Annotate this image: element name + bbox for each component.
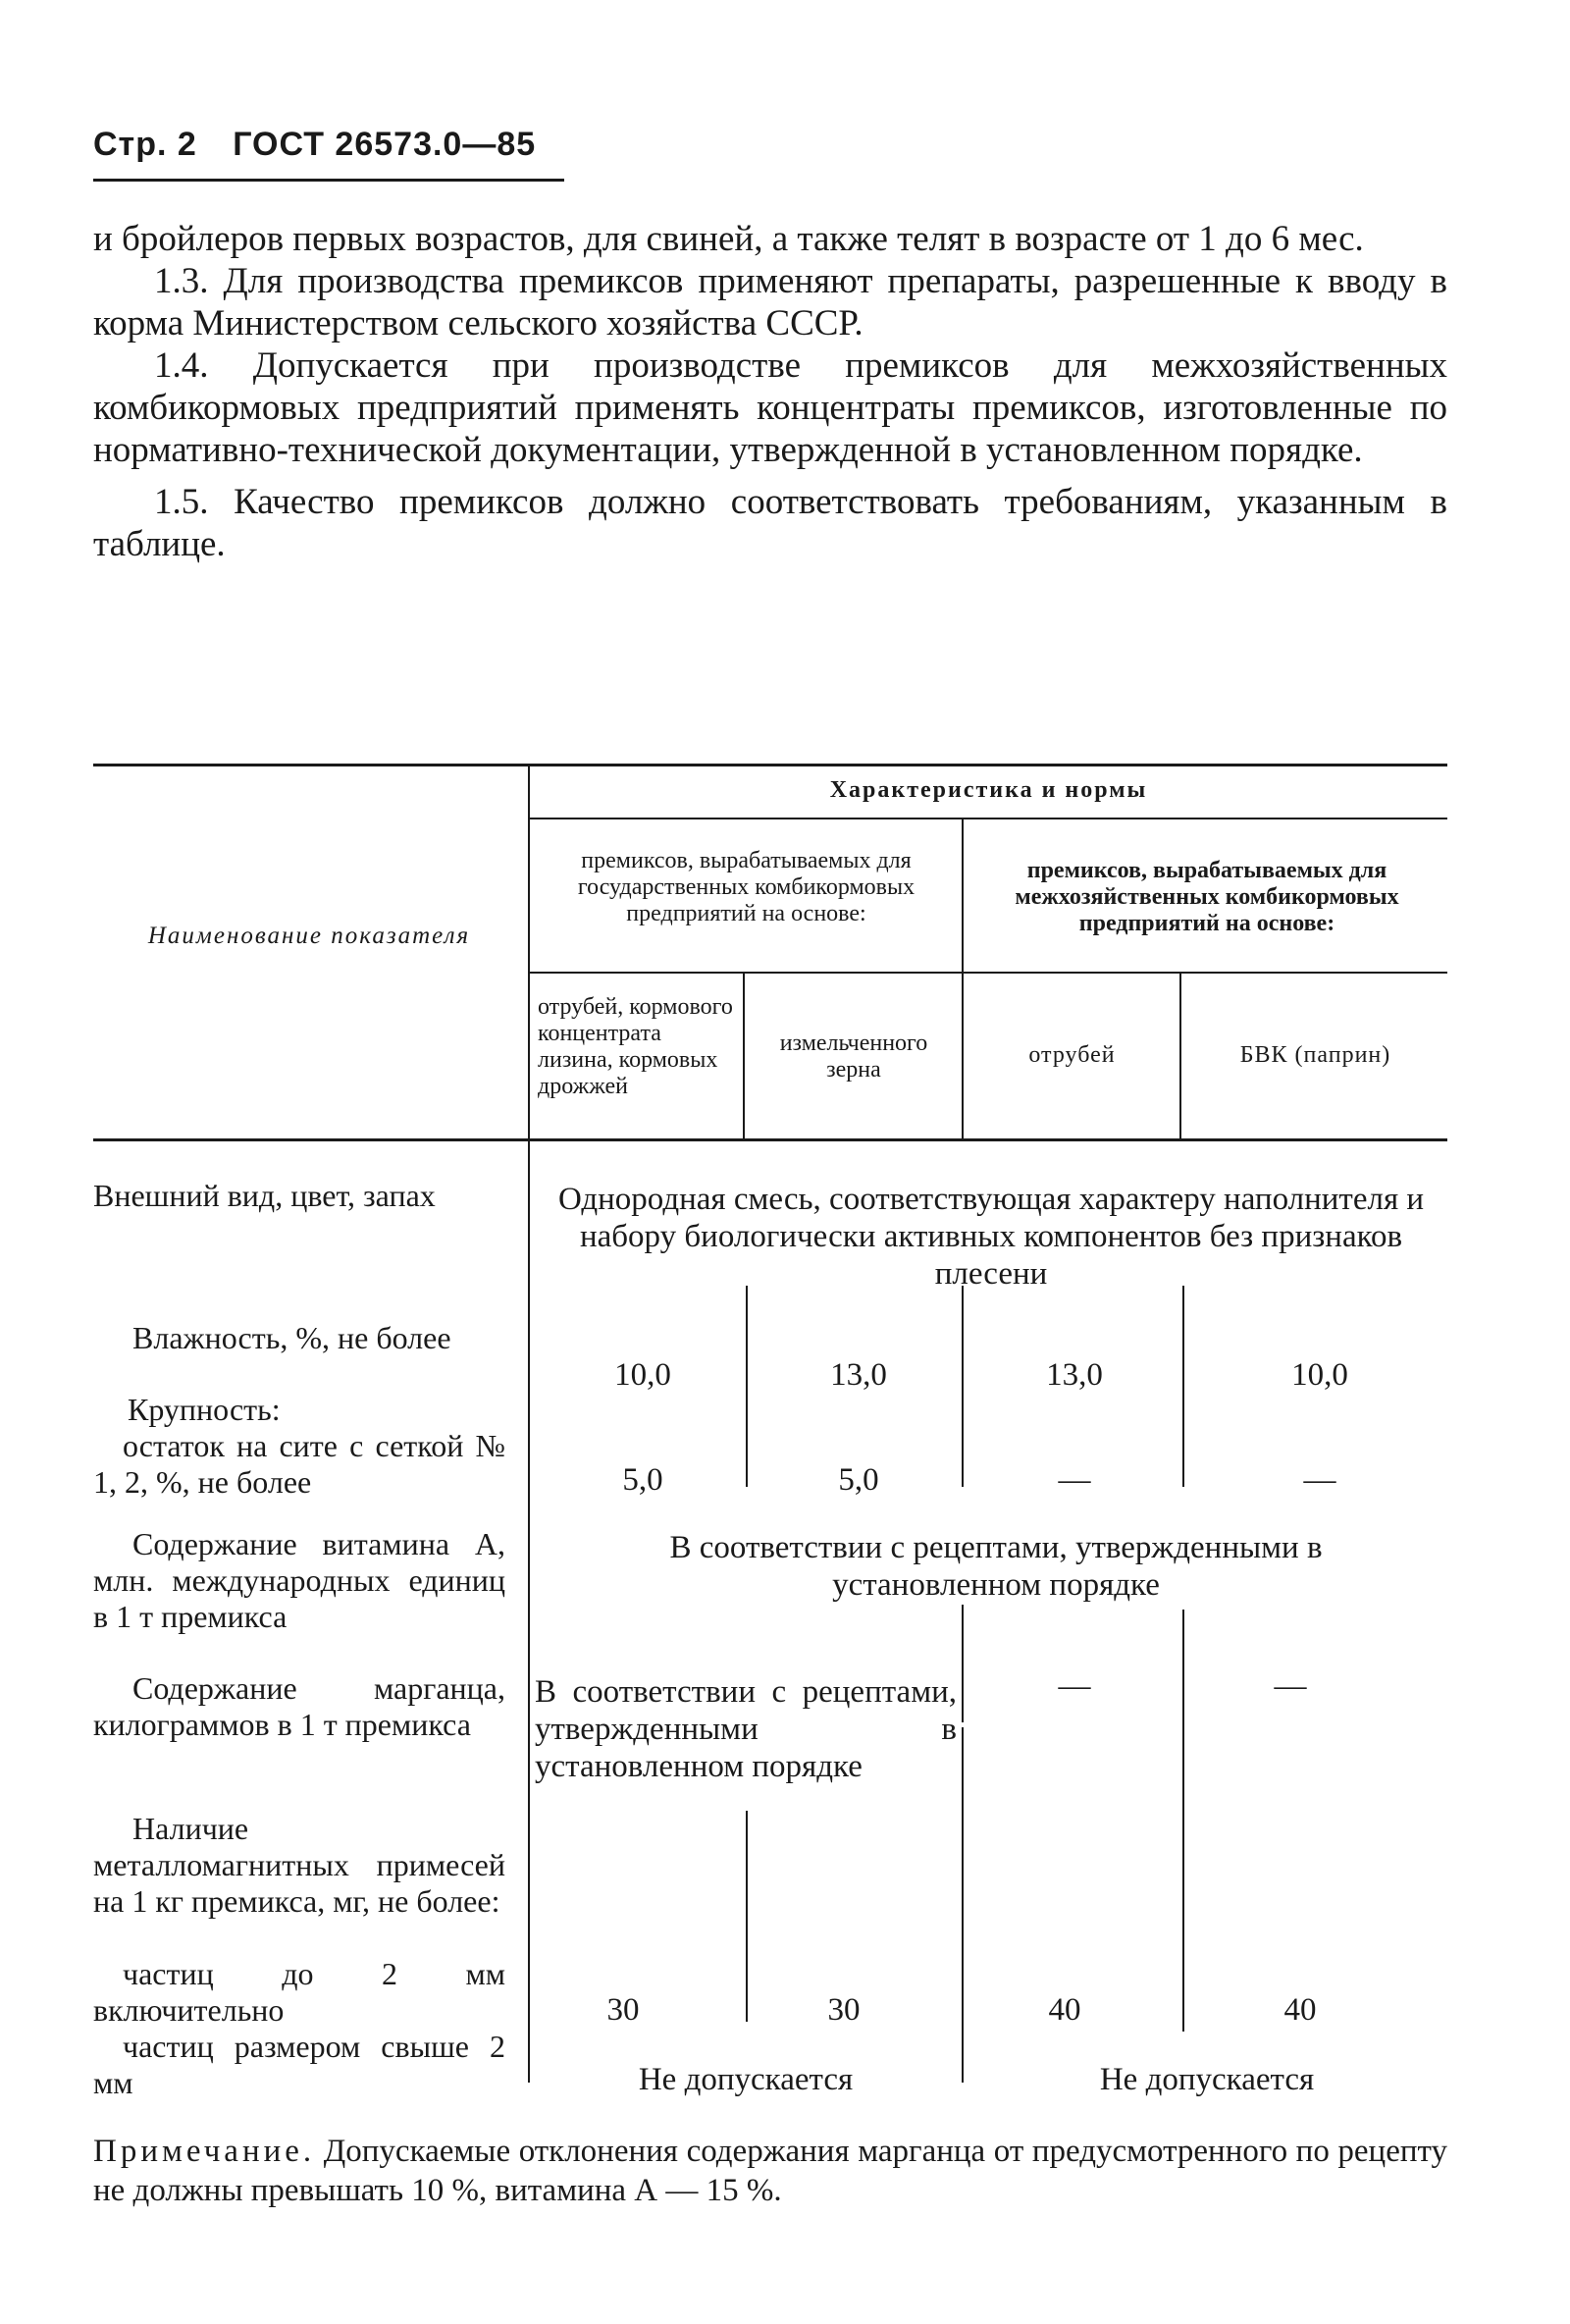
head-group-inter: премиксов, вырабатываемых для межхозяйственных комбикормовых предприятий на основе: xyxy=(1015,858,1399,936)
row-coarseness-sublabel: остаток на сите с сеткой № 1, 2, %, не более xyxy=(93,1428,505,1500)
row-appearance-value: Однородная смесь, соответствующая характеру наполнителя и набору биологически активных компонентов без признаков плесени xyxy=(557,1182,1425,1292)
rule-under-groups xyxy=(530,972,1447,974)
metal-not-allowed-state: Не допускается xyxy=(638,2062,854,2097)
row-vitamin-a-value: В соответствии с рецептами, утвержденными в установленном порядке xyxy=(669,1530,1323,1603)
metal-value-2: 30 xyxy=(827,1992,861,2028)
table-top-rule xyxy=(93,764,1447,766)
manganese-value-4: — xyxy=(1274,1668,1307,1704)
group-divider-seg-c xyxy=(962,1727,964,2083)
col-divider-1-seg-c xyxy=(746,1811,748,2022)
group-divider-head xyxy=(962,819,964,1138)
group-divider-seg-a xyxy=(962,1286,964,1487)
column-divider-main xyxy=(528,766,530,2083)
row-moisture-label: Влажность, %, не более xyxy=(132,1320,451,1355)
head-col-ground-grain: измельченного зерна xyxy=(779,1030,928,1083)
head-group-state: премиксов, вырабатываемых для государственных комбикормовых предприятий на основе: xyxy=(577,848,916,926)
row-metal-sub1-label: частиц до 2 мм включительно xyxy=(93,1956,505,2028)
paragraph-1-5: 1.5. Качество премиксов должно соответствовать требованиям, указанным в таблице. xyxy=(93,482,1447,564)
col-divider-3-seg-c xyxy=(1182,1610,1184,2032)
row-manganese-value: В соответствии с рецептами, утвержденными в установленном порядке xyxy=(535,1674,957,1784)
head-col-bvk: БВК (паприн) xyxy=(1239,1042,1391,1068)
table-note xyxy=(93,2132,1447,2210)
row-vitamin-a-label: Содержание витамина А, млн. международных единиц в 1 т премикса xyxy=(93,1526,505,1634)
table-head-bottom-rule xyxy=(93,1138,1447,1141)
coarseness-value-4: — xyxy=(1303,1462,1336,1498)
coarseness-value-3: — xyxy=(1058,1462,1091,1498)
body-text xyxy=(93,218,1447,565)
metal-value-1: 30 xyxy=(606,1992,640,2028)
paragraph-continuation: и бройлеров первых возрастов, для свиней, а также телят в возрасте от 1 до 6 мес. xyxy=(93,219,1364,259)
paragraph-1-4: 1.4. Допускается при производстве премиксов для межхозяйственных комбикормовых предприятий применять концентраты премиксов, изготовленные по нормативно-технической документации, утвержденной в установленном порядке. xyxy=(93,345,1447,470)
page-number: Стр. 2 xyxy=(93,126,197,163)
note-title: Примечание. xyxy=(93,2134,316,2169)
row-coarseness-label: Крупность: xyxy=(128,1392,281,1427)
col-divider-1-head xyxy=(743,974,745,1138)
moisture-value-1: 10,0 xyxy=(614,1357,671,1393)
paragraph-1-3: 1.3. Для производства премиксов применяют препараты, разрешенные к вводу в корма Министерством сельского хозяйства СССР. xyxy=(93,261,1447,343)
col-divider-3-seg-a xyxy=(1182,1286,1184,1487)
head-col-bran-lysine: отрубей, кормового концентрата лизина, кормовых дрожжей xyxy=(538,994,733,1099)
coarseness-value-1: 5,0 xyxy=(622,1462,663,1498)
row-metal-sub2-label: частиц размером свыше 2 мм xyxy=(93,2029,505,2100)
standard-number: ГОСТ 26573.0—85 xyxy=(233,126,537,163)
metal-value-4: 40 xyxy=(1283,1992,1317,2028)
header-rule xyxy=(93,179,564,182)
moisture-value-4: 10,0 xyxy=(1291,1357,1348,1393)
note-text: Допускаемые отклонения содержания марганца от предусмотренного по рецепту не должны превышать 10 %, витамина А — 15 %. xyxy=(93,2134,1448,2208)
head-characteristics: Характеристика и нормы xyxy=(829,777,1148,803)
col-divider-1-seg-a xyxy=(746,1286,748,1487)
row-metal-label: Наличие металломагнитных примесей на 1 кг премикса, мг, не более: xyxy=(93,1811,505,1919)
rule-under-characteristics xyxy=(530,818,1447,819)
head-indicator: Наименование показателя xyxy=(147,923,471,949)
manganese-value-3: — xyxy=(1058,1668,1091,1704)
coarseness-value-2: 5,0 xyxy=(838,1462,879,1498)
metal-value-3: 40 xyxy=(1048,1992,1081,2028)
moisture-value-3: 13,0 xyxy=(1046,1357,1103,1393)
row-appearance-label: Внешний вид, цвет, запах xyxy=(93,1178,436,1213)
group-divider-seg-b xyxy=(962,1605,964,1722)
moisture-value-2: 13,0 xyxy=(830,1357,887,1393)
page-header xyxy=(93,126,561,164)
col-divider-3-head xyxy=(1179,974,1181,1138)
metal-not-allowed-inter: Не допускается xyxy=(1099,2062,1315,2097)
head-col-bran: отрубей xyxy=(1028,1042,1116,1068)
row-manganese-label: Содержание марганца, килограммов в 1 т премикса xyxy=(93,1670,505,1742)
